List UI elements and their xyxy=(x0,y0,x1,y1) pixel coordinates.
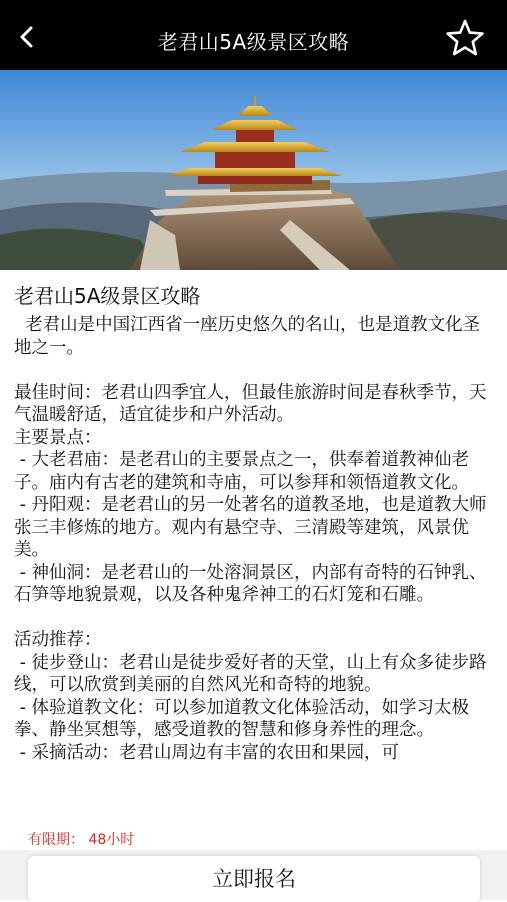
mountain-temple-illustration xyxy=(0,70,507,270)
back-button[interactable] xyxy=(10,20,44,54)
signup-button[interactable]: 立即报名 xyxy=(28,856,480,902)
favorite-button[interactable] xyxy=(445,18,485,58)
chevron-left-icon xyxy=(10,20,44,54)
page-title: 老君山5A级景区攻略 xyxy=(157,30,350,54)
top-bar xyxy=(0,0,507,70)
article-content xyxy=(0,270,507,830)
star-outline-icon xyxy=(445,18,485,58)
validity-label: 有限期： 48小时 xyxy=(28,832,135,848)
hero-image xyxy=(0,70,507,270)
article-body: 老君山是中国江西省一座历史悠久的名山，也是道教文化圣地之一。 最佳时间：老君山四季宜人，但最佳旅游时间是春秋季节，天气温暖舒适，适宜徒步和户外活动。 主要景点： - 大老君庙：是老君山的主要景点之一，供奉着道教神仙老子。庙内有古老的建筑和寺庙，可以参拜和领悟道教文化。 - 丹阳观：是老君山的另一处著名的道教圣地，也是道教大师张三丰修炼的地方。观内有悬空寺、三清殿等建筑，风景优美。 - 神仙洞：是老君山的一处溶洞景区，内部有奇特的石钟乳、石笋等地貌景观，以及各种鬼斧神工的石灯笼和石雕。 活动推荐： - 徒步登山：老君山是徒步爱好者的天堂，山上有众多徒步路线，可以欣赏到美丽的自然风光和奇特的地貌。 - 体验道教文化：可以参加道教文化体验活动，如学习太极拳、静坐冥想等，感受道教的智慧和修身养性的理念。 - 采摘活动：老君山周边有丰富的农田和果园，可 xyxy=(14,315,487,763)
article-title: 老君山5A级景区攻略 xyxy=(14,284,201,308)
